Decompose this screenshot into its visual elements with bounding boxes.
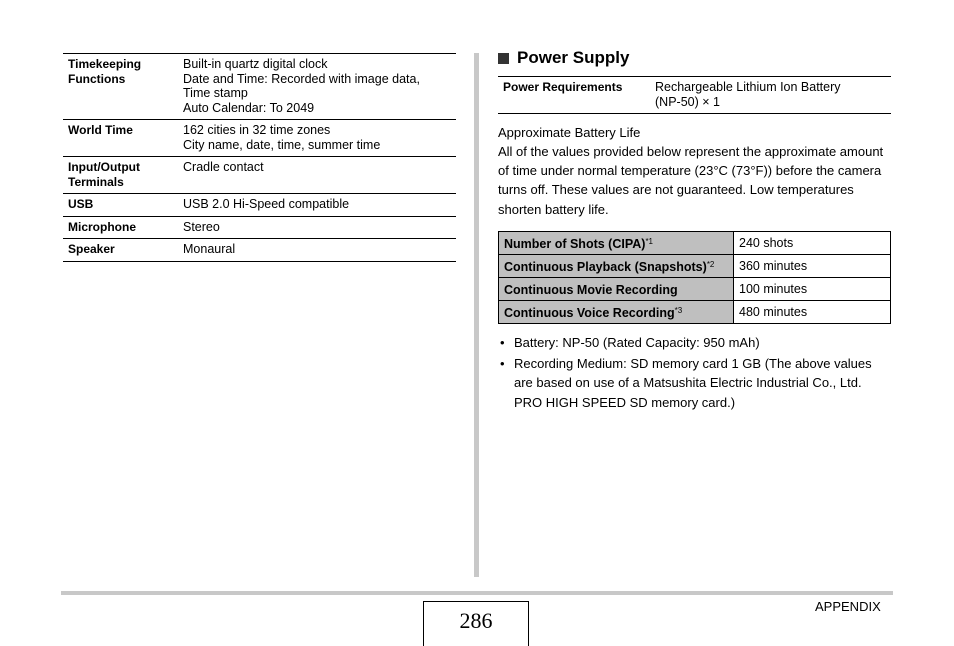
battery-life-table (498, 231, 891, 324)
table-row (499, 255, 891, 278)
spec-row-usb (63, 194, 456, 217)
spec-value: Monaural (183, 242, 236, 256)
footnote-marker: *2 (706, 260, 715, 269)
section-heading (498, 48, 629, 68)
battery-life-label: Continuous Movie Recording (499, 278, 734, 301)
spec-row-io-terminals (63, 157, 456, 194)
bullet-icon: • (500, 355, 505, 371)
list-item: • Recording Medium: SD memory card 1 GB (The above values are based on use of a Matsushita Electric Industrial Co., Ltd. PRO HIGH SPEED SD memory card.) (500, 355, 872, 410)
spec-row-world-time (63, 120, 456, 157)
bullet-icon: • (500, 335, 505, 350)
list-item: • Battery: NP-50 (Rated Capacity: 950 mAh) (498, 333, 891, 353)
battery-life-label: Continuous Voice Recording$^{*3}$ (499, 301, 734, 324)
section-heading-text: Power Supply (517, 48, 630, 67)
spec-value: 162 cities in 32 time zones City name, date, time, summer time (183, 123, 381, 152)
square-bullet-icon (498, 53, 509, 64)
footer-rule (61, 591, 893, 595)
battery-life-description: All of the values provided below represent the approximate amount of time under normal temperature (23°C (73°F)) before the camera turns off. These values are not guaranteed. Low temperatures shorten battery life. (498, 144, 884, 217)
spec-label: Speaker (68, 242, 115, 256)
footnote-marker: *1 (645, 237, 653, 246)
spec-row-speaker (63, 239, 456, 262)
spec-label: World Time (68, 123, 133, 137)
battery-life-value: 360 minutes (734, 255, 891, 278)
table-row (499, 232, 891, 255)
battery-life-label: Continuous Playback (Snapshots)$^{*2}$ (499, 255, 734, 278)
battery-life-value: 480 minutes (734, 301, 891, 324)
spec-row-microphone (63, 217, 456, 240)
column-divider (474, 53, 479, 577)
spec-label: Timekeeping Functions (68, 57, 142, 86)
battery-life-value: 100 minutes (734, 278, 891, 301)
spec-label: Microphone (68, 219, 136, 234)
spec-value: Built-in quartz digital clock Date and Time: Recorded with image data, Time stamp Auto Calendar: To 2049 (183, 57, 420, 115)
spec-row-timekeeping (63, 54, 456, 120)
battery-life-value: 240 shots (734, 232, 891, 255)
table-row (499, 278, 891, 301)
battery-life-title: Approximate Battery Life (498, 125, 641, 140)
spec-value: USB 2.0 Hi-Speed compatible (183, 197, 350, 211)
spec-label: USB (68, 197, 94, 211)
battery-life-label: Number of Shots (CIPA)$^{*1}$ (499, 232, 734, 255)
spec-table (63, 53, 456, 262)
power-requirements-table (498, 76, 891, 114)
spec-value: Stereo (183, 219, 220, 234)
power-requirements-value: Rechargeable Lithium Ion Battery (NP-50) × 1 (655, 80, 841, 109)
power-requirements-label: Power Requirements (503, 80, 623, 94)
table-row (499, 301, 891, 324)
notes-list (498, 333, 891, 413)
footer-section-label: APPENDIX (815, 599, 881, 614)
page-number: 286 (423, 601, 529, 646)
spec-value: Cradle contact (183, 160, 264, 174)
footnote-marker: *3 (674, 306, 683, 315)
spec-label: Input/Output Terminals (68, 160, 140, 189)
